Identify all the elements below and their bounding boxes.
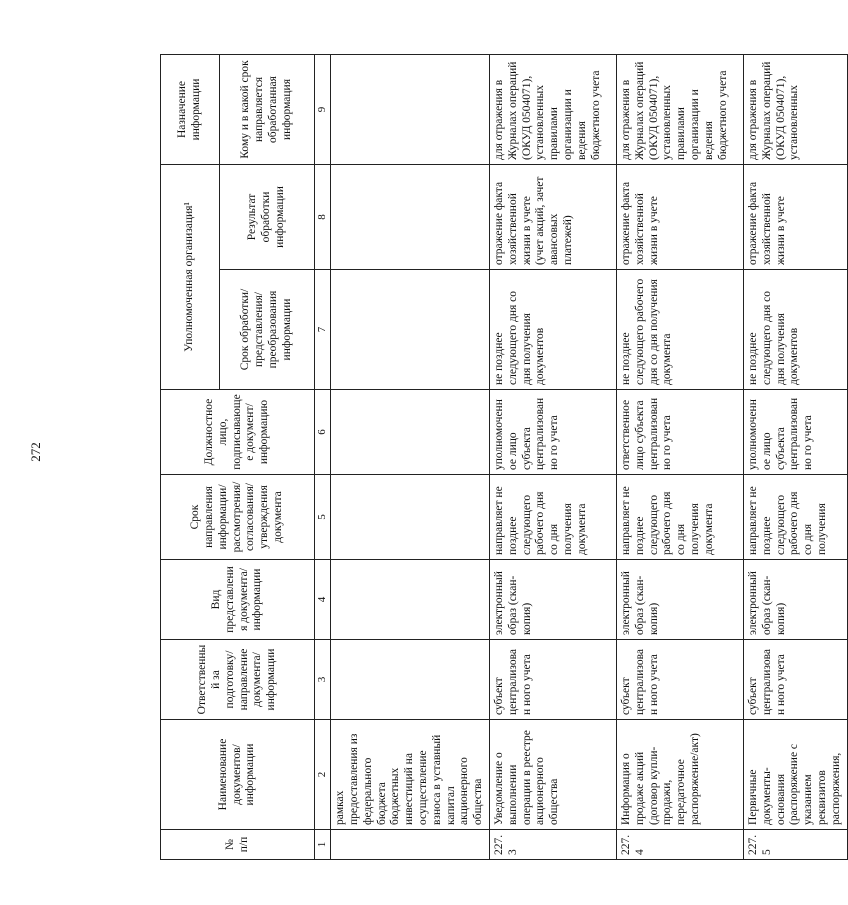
cell-form: электронный образ (скан-копия)	[743, 560, 847, 640]
header-official: Должностное лицо, подписывающее документ/ информацию	[161, 390, 315, 475]
table-row	[489, 54, 616, 859]
column-number: 4	[315, 560, 331, 640]
cell-responsible: субъект централизован ного учета	[489, 640, 616, 720]
cell-org-deadline: не позднее следующего дня со дня получения документов	[489, 270, 616, 390]
cell-num	[331, 830, 490, 860]
cell-responsible: субъект централизован ного учета	[616, 640, 743, 720]
cell-org-deadline: не позднее следующего дня со дня получения документов	[743, 270, 847, 390]
cell-form: электронный образ (скан-копия)	[489, 560, 616, 640]
cell-purpose	[331, 54, 490, 164]
cell-form	[331, 560, 490, 640]
header-responsible: Ответственный за подготовку/ направление документа/ информации	[161, 640, 315, 720]
cell-org-result: отражение факта хозяйственной жизни в учете	[616, 164, 743, 269]
column-number: 1	[315, 830, 331, 860]
column-number: 2	[315, 720, 331, 830]
column-number-row	[315, 54, 331, 859]
cell-deadline	[331, 475, 490, 560]
header-org-result: Результат обработки информации	[220, 164, 315, 269]
column-number: 9	[315, 54, 331, 164]
cell-org-result: отражение факта хозяйственной жизни в учете	[743, 164, 847, 269]
cell-org-deadline	[331, 270, 490, 390]
table-row	[331, 54, 490, 859]
cell-purpose: для отражения в Журналах операций (ОКУД 0504071), установленных правилами организации и ведения бюджетного учета	[489, 54, 616, 164]
header-name: Наименование документов/ информации	[161, 720, 315, 830]
cell-responsible: субъект централизован ного учета	[743, 640, 847, 720]
cell-num: 227.5	[743, 830, 847, 860]
column-number: 8	[315, 164, 331, 269]
column-number: 3	[315, 640, 331, 720]
cell-official: уполномоченное лицо субъекта централизованно го учета	[743, 390, 847, 475]
cell-num: 227.4	[616, 830, 743, 860]
cell-org-result: отражение факта хозяйственной жизни в учете (учет акций, зачет авансовых платежей)	[489, 164, 616, 269]
cell-purpose: для отражения в Журналах операций (ОКУД 0504071), установленных	[743, 54, 847, 164]
header-org-deadline: Срок обработки/ представления/ преобразования информации	[220, 270, 315, 390]
cell-deadline: направляет не позднее следующего рабочего дня со дня получения документа	[616, 475, 743, 560]
cell-name: рамках предоставления из федерального бюджета бюджетных инвестиций на осуществление взноса в уставный капитал акционерного общества	[331, 720, 490, 830]
cell-name: Первичные документы-основания (распоряжение с указанием реквизитов распоряжения,	[743, 720, 847, 830]
table-row	[743, 54, 847, 859]
cell-name: Уведомление о выполнении операции в реестре акционерного общества	[489, 720, 616, 830]
cell-purpose: для отражения в Журналах операций (ОКУД 0504071), установленных правилами организации и ведения бюджетного учета	[616, 54, 743, 164]
column-number: 7	[315, 270, 331, 390]
cell-responsible	[331, 640, 490, 720]
cell-name: Информация о продаже акций (договор купли-продажи, передаточное распоряжение/акт)	[616, 720, 743, 830]
cell-official: уполномоченное лицо субъекта централизованно го учета	[489, 390, 616, 475]
header-purpose-group: Назначение информации	[161, 54, 220, 164]
cell-official: ответственное лицо субъекта централизованно го учета	[616, 390, 743, 475]
table-row	[616, 54, 743, 859]
header-org-group: Уполномоченная организация¹	[161, 164, 220, 389]
cell-org-deadline: не позднее следующего рабочего дня со дня получения документа	[616, 270, 743, 390]
column-number: 6	[315, 390, 331, 475]
cell-deadline: направляет не позднее следующего рабочего дня со дня получения документа	[489, 475, 616, 560]
cell-form: электронный образ (скан-копия)	[616, 560, 743, 640]
data-table	[160, 54, 848, 860]
cell-deadline: направляет не позднее следующего рабочего дня со дня получения	[743, 475, 847, 560]
header-row-1	[161, 54, 220, 859]
header-purpose: Кому и в какой срок направляется обработанная информация	[220, 54, 315, 164]
cell-org-result	[331, 164, 490, 269]
rotated-table-wrapper	[160, 55, 842, 860]
header-num: № п/п	[161, 830, 315, 860]
header-deadline: Срок направления информации/ рассмотрения/ согласования/ утверждения документа	[161, 475, 315, 560]
cell-official	[331, 390, 490, 475]
header-form: Вид представления документа/ информации	[161, 560, 315, 640]
page-number: 272	[28, 442, 43, 462]
cell-num: 227.3	[489, 830, 616, 860]
column-number: 5	[315, 475, 331, 560]
